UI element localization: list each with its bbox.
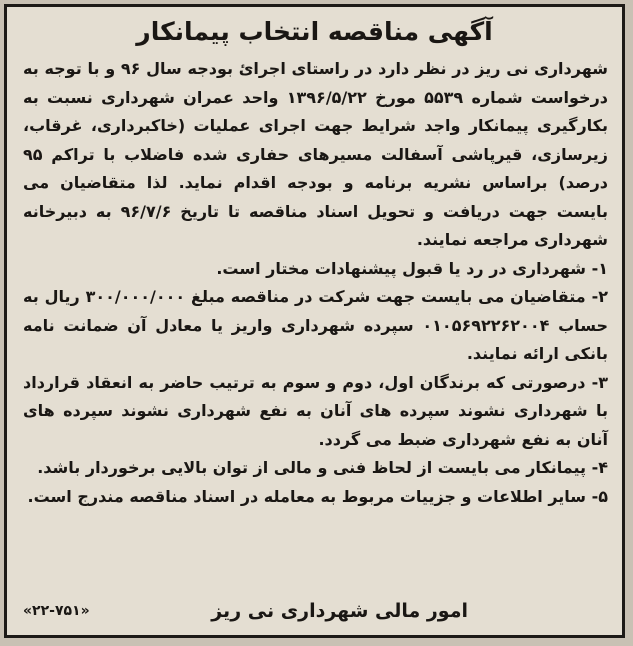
- notice-signature: امور مالی شهرداری نی ریز: [211, 600, 468, 622]
- notice-item-5: ۵- سایر اطلاعات و جزییات مربوط به معامله در اسناد مناقصه مندرج است.: [27, 486, 608, 506]
- notice-item-3: ۳- درصورتی که برندگان اول، دوم و سوم به ترتیب حاضر به انعقاد قرارداد با شهرداری نشوند سپرده های آنان به نفع شهرداری نشوند سپرده های آنان به نفع شهرداری ضبط می گردد.: [23, 372, 608, 449]
- notice-item-1: ۱- شهرداری در رد یا قبول پیشنهادات مختار است.: [216, 258, 608, 278]
- notice-footer: [23, 597, 608, 625]
- notice-intro: شهرداری نی ریز در نظر دارد در راستای اجرایٔ بودجه سال ۹۶ و با توجه به درخواست شماره ۵۵۳۹ مورخ ۱۳۹۶/۵/۲۲ واحد عمران شهرداری نسبت به بکارگیری پیمانکار واجد شرایط جهت اجرای عملیات (خاکبرداری، غرقاب، زیرسازی، قیرپاشی آسفالت مسیرهای حفاری شده فاضلاب با تراکم ۹۵ درصد) براساس نشریه برنامه و بودجه اقدام نماید. لذا متقاضیان می بایست جهت دریافت و تحویل اسناد مناقصه تا تاریخ ۹۶/۷/۶ به دبیرخانه شهرداری مراجعه نمایند.: [23, 59, 609, 249]
- notice-item-4: ۴- پیمانکار می بایست از لحاظ فنی و مالی از توان بالایی برخوردار باشد.: [37, 458, 608, 477]
- notice-item-2: ۲- متقاضیان می بایست جهت شرکت در مناقصه مبلغ ۳۰۰/۰۰۰/۰۰۰ ریال به حساب ۰۱۰۵۶۹۲۲۶۲۰۰۴ سپرده شهرداری واریز یا معادل آن ضمانت نامه بانکی ارائه نمایند.: [23, 287, 609, 363]
- notice-title: آگهی مناقصه انتخاب پیمانکار: [136, 17, 493, 46]
- notice-body: [23, 55, 608, 511]
- newspaper-notice: [4, 4, 625, 638]
- notice-code: «۲۲-۷۵۱»: [23, 603, 90, 619]
